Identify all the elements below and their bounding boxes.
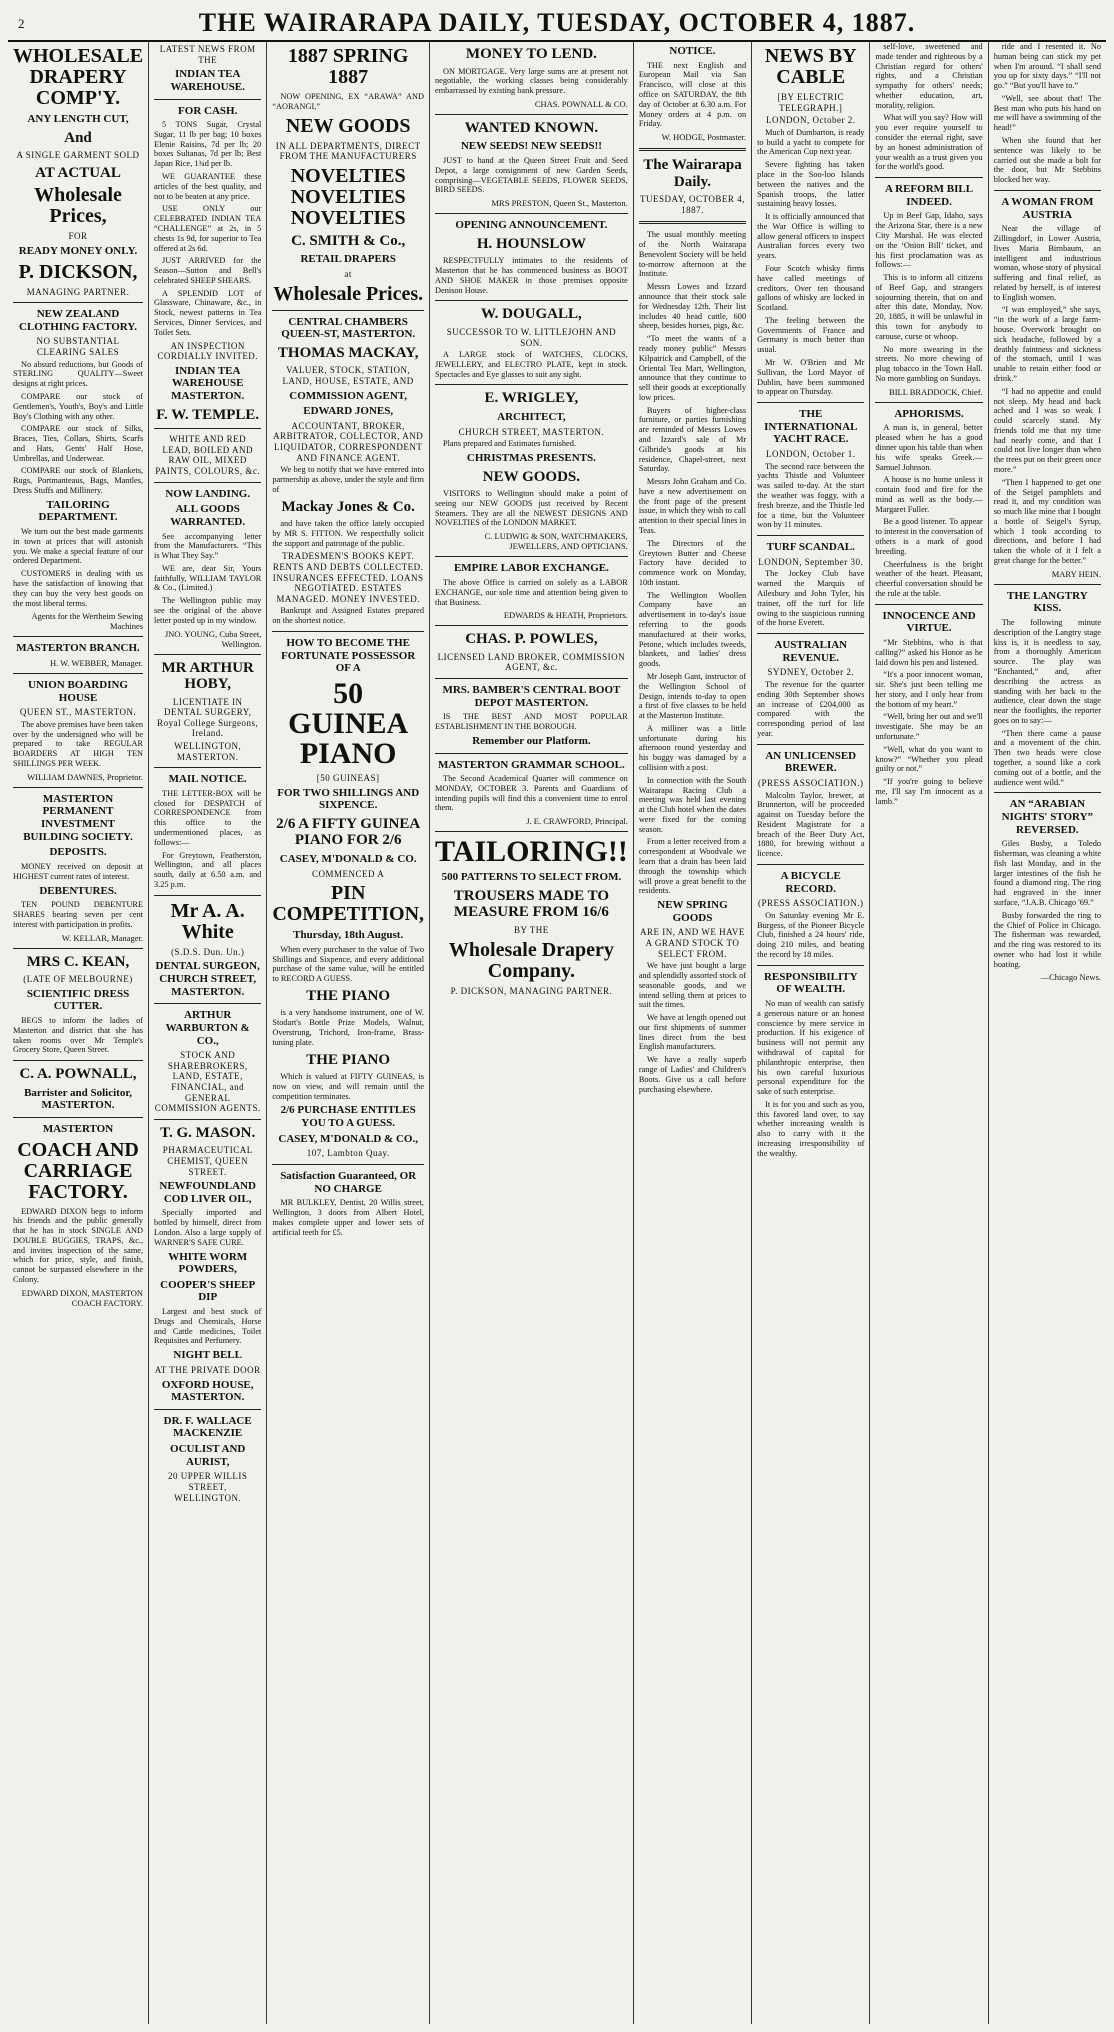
display-headline: TAILORING!! <box>435 835 628 869</box>
divider <box>272 631 424 632</box>
paragraph: Messrs John Graham and Co. have a new advertisement on the front page of the present issue, in which they wish to call attention to their special lines in Teas. <box>638 477 747 535</box>
paragraph: VISITORS to Wellington should make a point of seeing our NEW GOODS just received by Recent Steamers. They are all the NEWEST DESIGNS AND NOVELTIES of the LONDON MARKET. <box>435 489 628 528</box>
paragraph: Largest and best stock of Drugs and Chemicals, Horse and Cattle medicines, Toilet Requisites and Perfumery. <box>154 1307 262 1346</box>
paragraph: USE ONLY our CELEBRATED INDIAN TEA “CHALLENGE” at 2s, in 5 chests 1s 9d, for superior to Tea offered at 2s 6d. <box>154 204 262 253</box>
section-heading: Barrister and Solicitor, MASTERTON. <box>24 1086 132 1112</box>
paragraph: We have just bought a large and splendidly assorted stock of seasonable goods, and we intend selling them at prices to suit the times. <box>638 961 747 1010</box>
divider <box>994 190 1101 191</box>
headline: Wholesale Prices. <box>273 282 424 305</box>
signature-line: Agents for the Wertheim Sewing Machines <box>31 611 144 632</box>
paragraph: This is to inform all citizens of Beef Gap, and strangers sojourning therein, that on and after this date, Monday, Nov. 20, 1885, it will be unlawful in this town for anybody to carouse, curse or whoop. <box>875 273 983 341</box>
paragraph: We turn out the best made garments in town at prices that will astonish you. We make a special feature of our ordered Department. <box>13 527 144 566</box>
small-heading: LICENSED LAND BROKER, COMMISSION AGENT, &c. <box>437 651 626 673</box>
small-heading: VALUER, STOCK, STATION, LAND, HOUSE, ESTATE, AND <box>282 365 414 386</box>
divider <box>435 753 628 754</box>
small-heading: ARE IN, AND WE HAVE A GRAND STOCK TO SELECT FROM. <box>640 927 745 959</box>
paragraph: TEN POUND DEBENTURE SHARES bearing seven per cent interest with participation in profits. <box>13 900 144 929</box>
paragraph: The usual monthly meeting of the North Wairarapa Benevolent Society will be held to-morrow afternoon at the Institute. <box>638 230 747 279</box>
signature-line: MRS PRESTON, Queen St., Masterton. <box>491 198 628 209</box>
small-heading: (LATE OF MELBOURNE) <box>23 974 133 985</box>
headline: P. DICKSON, <box>18 260 138 283</box>
section-heading: MASTERTON BRANCH. <box>16 642 140 655</box>
divider <box>757 965 864 966</box>
headline: 1887 SPRING 1887 <box>287 45 409 88</box>
paragraph: No man of wealth can satisfy a generous nature or an honest conscience by mere service in production. If his exigence of business will not permit any withdrawal of capital for philanthropic enterprise, then his own careful luxurious personal expenditure for the sake of such enterprise. <box>757 999 865 1097</box>
paragraph: “Then there came a pause and a movement of the chin. Then two heads were close together, a sound like a cork coming out of a bottle, and the audience went wild.” <box>993 728 1101 787</box>
divider <box>154 1409 261 1410</box>
column-7 <box>870 42 988 2024</box>
paragraph: Near the village of Zillingdorf, in Lower Austria, lives Maria Birnbaum, an intelligent and industrious woman, whose story of physical suffering and final relief, as related by herself, is of interest to English women. <box>993 224 1101 302</box>
divider <box>13 1060 143 1061</box>
signature-line: J. E. CRAWFORD, Principal. <box>526 816 628 827</box>
paragraph: A LARGE stock of WATCHES, CLOCKS, JEWELLERY, and ELECTRO PLATE, kept in stock. Spectacles and Eye glasses to suit any sight. <box>435 350 628 379</box>
small-heading: (PRESS ASSOCIATION.) <box>757 898 864 909</box>
section-heading: CENTRAL CHAMBERS QUEEN-ST, MASTERTON. <box>281 315 416 341</box>
columns-container <box>8 42 1106 2024</box>
paragraph: “It's a poor innocent woman, sir. She's just been telling me her story, and I only hear from the bottom of my heart.” <box>875 670 983 709</box>
paragraph: COMPARE our stock of Silks, Braces, Ties, Collars, Shirts, Scarfs and Hats, Gents' Half Hose, Umbrellas, and Underwear. <box>13 424 144 463</box>
section-heading: RETAIL DRAPERS <box>300 253 396 266</box>
section-heading: RESPONSIBILITY OF WEALTH. <box>763 970 858 996</box>
small-heading: LICENTIATE IN DENTAL SURGERY, Royal College Surgeons, Ireland. <box>157 696 259 739</box>
subheadline: THOMAS MACKAY, <box>277 344 419 361</box>
section-heading: COOPER'S SHEEP DIP <box>160 1278 256 1304</box>
paragraph: “I had no appetite and could not sleep. My head and back ached and I was so weak I could scarcely stand. My friends told me that my time had nearly come, and that I could not live longer than when the trees put on their green once more.” <box>993 386 1101 474</box>
section-heading: MRS. BAMBER'S CENTRAL BOOT DEPOT MASTERTON. <box>442 684 621 709</box>
divider <box>639 221 746 224</box>
paragraph: “To meet the wants of a ready money public” Messrs Kilpatrick and Campbell, of the Oriental Tea Mart, Wellington, announce that they continue to sell their goods at exceptionally low prices. <box>638 334 747 402</box>
small-heading: 20 UPPER WILLIS STREET, WELLINGTON. <box>168 1471 248 1503</box>
masthead <box>8 6 1106 42</box>
section-heading: ANY LENGTH CUT, <box>27 113 129 125</box>
divider <box>875 402 982 403</box>
paragraph: The above Office is carried on solely as a LABOR EXCHANGE, our sole time and attention being given to that Business. <box>435 577 628 607</box>
signature-line: H. W. WEBBER, Manager. <box>49 657 144 668</box>
section-heading: AN UNLICENSED BREWER. <box>765 749 857 775</box>
paragraph: A house is no home unless it contain food and fire for the mind as well as the body.—Margaret Fuller. <box>875 475 983 514</box>
paragraph: Plans prepared and Estimates furnished. <box>443 439 576 449</box>
subheadline: MRS C. KEAN, <box>26 953 130 970</box>
column-5 <box>634 42 752 2024</box>
paragraph: Busby forwarded the ring to the Chief of Police in Chicago. The fisherman was rewarded, and the ring was restored to its owner who had lost it while boating. <box>993 910 1101 969</box>
divider <box>435 213 628 214</box>
paragraph: Malcolm Taylor, brewer, at Brunnerton, will be proceeded against on Tuesday before the Resident Magistrate for a breach of the Beer Duty Act, 1880, for brewing without a licence. <box>757 790 865 859</box>
paragraph: We beg to notify that we have entered into partnership as above, under the style and firm of <box>272 465 425 494</box>
paragraph: No more swearing in the streets. No more chewing of plug tobacco in the Town Hall. No more gambling on Sundays. <box>875 344 983 383</box>
subheadline: THE PIANO <box>306 1051 391 1068</box>
divider <box>154 1119 261 1120</box>
paragraph: NOW OPENING, EX “ARAWA” AND “AORANGI,” <box>272 92 425 111</box>
divider <box>13 1117 143 1118</box>
section-heading: WHITE WORM POWDERS, <box>168 1250 248 1276</box>
section-heading: EDWARD JONES, <box>303 405 394 418</box>
small-heading: WHITE AND RED LEAD, BOILED AND RAW OIL, MIXED PAINTS, COLOURS, &c. <box>155 434 261 477</box>
signature-line: BILL BRADDOCK, Chief. <box>889 386 983 397</box>
subheadline: The Wairarapa Daily. <box>643 157 742 190</box>
divider <box>154 1003 261 1004</box>
headline: PIN COMPETITION, <box>272 882 425 926</box>
paragraph: Four Scotch whisky firms have called meetings of creditors. Over ten thousand gallons of whisky are locked in Scotland. <box>757 263 865 313</box>
column-8 <box>989 42 1106 2024</box>
paragraph: “Mr Stebbins, who is that calling?” asked his Honor as he laid down his pen and listened. <box>875 637 983 667</box>
section-heading: INDIAN TEA WAREHOUSE. <box>170 68 245 93</box>
section-heading: NEW SEEDS! NEW SEEDS!! <box>460 140 602 153</box>
subheadline: W. DOUGALL, <box>481 306 582 323</box>
section-heading: NOW LANDING. <box>165 487 251 500</box>
small-heading: at <box>344 268 352 279</box>
section-heading: DEBENTURES. <box>39 884 117 897</box>
small-heading: LONDON, October 2. <box>766 115 856 126</box>
small-heading: FOR <box>68 231 88 242</box>
section-heading: SCIENTIFIC DRESS CUTTER. <box>26 987 130 1013</box>
signature-line: C. LUDWIG & SON, WATCHMAKERS, JEWELLERS, AND OPTICIANS. <box>484 531 628 552</box>
divider <box>13 302 143 303</box>
section-heading: NOTICE. <box>669 45 716 57</box>
small-heading: COMMENCED A <box>312 868 385 879</box>
small-heading: MANAGING PARTNER. <box>26 286 130 297</box>
section-heading: NEWFOUNDLAND COD LIVER OIL, <box>159 1180 256 1205</box>
divider <box>757 864 864 865</box>
signature-line: WILLIAM DAWNES, Proprietor. <box>27 771 144 782</box>
paragraph: The Directors of the Greytown Butter and Cheese Factory have decided to commence work on Monday, 10th instant. <box>638 538 747 587</box>
divider <box>639 148 746 151</box>
section-heading: FOR TWO SHILLINGS AND SIXPENCE. <box>277 786 420 812</box>
paragraph: Which is valued at FIFTY GUINEAS, is now on view, and will remain until the competition terminates. <box>272 1072 425 1101</box>
paragraph: From a letter received from a correspondent at Woodvale we learn that a drain has been laid through the township which will prove a great benefit to the residents. <box>638 837 747 896</box>
small-heading: ACCOUNTANT, BROKER, ARBITRATOR, COLLECTOR, AND LIQUIDATOR, CORRESPONDENT AND FINANCE AGENT. <box>273 420 424 463</box>
section-heading: UNION BOARDING HOUSE <box>28 678 128 704</box>
section-heading: Satisfaction Guaranteed, OR NO CHARGE <box>280 1169 417 1195</box>
section-heading: READY MONEY ONLY. <box>18 244 138 257</box>
section-heading: CASEY, M'DONALD & CO., <box>278 1132 418 1145</box>
paragraph: The following minute description of the Langtry stage kiss is, it is needless to say, from a thoroughly American source. The play was “Enchanted,” and, after describing the actress as standing with her back to the audience, clear down the stage near the footlights, the reporter goes on to say:— <box>993 618 1101 725</box>
section-heading: 2/6 PURCHASE ENTITLES YOU TO A GUESS. <box>280 1104 416 1129</box>
paragraph: COMPARE our stock of Blankets, Rugs, Portmanteaus, Bags, Mantles, Dress Stuffs and Millinery. <box>13 466 144 495</box>
paragraph: The Wellington public may see the original of the above letter posted up in my window. <box>154 596 262 625</box>
paragraph: MONEY received on deposit at HIGHEST current rates of interest. <box>13 862 144 881</box>
section-heading: MASTERTON PERMANENT INVESTMENT BUILDING SOCIETY. <box>23 792 133 843</box>
small-heading: P. DICKSON, MANAGING PARTNER. <box>450 985 613 996</box>
paragraph: EDWARD DIXON begs to inform his friends and the public generally that he has in stock SINGLE AND DOUBLE BUGGIES, TRAPS, &c., and invites inspection of the same, which for price, style, and finish, cannot be surpassed elsewhere in the Colony. <box>13 1206 144 1284</box>
section-heading: OCULIST AND AURIST, <box>170 1443 246 1468</box>
divider <box>757 402 864 403</box>
divider <box>13 673 143 674</box>
section-heading: FOR CASH. <box>178 104 238 117</box>
divider <box>875 177 982 178</box>
paragraph: “Well, bring her out and we'll investigate. She may be an unfortunate.” <box>875 712 983 741</box>
small-heading: STOCK AND SHAREBROKERS, LAND, ESTATE, FINANCIAL, and GENERAL COMMISSION AGENTS. <box>154 1050 261 1114</box>
paragraph: WE are, dear Sir, Yours faithfully, WILLIAM TAYLOR & Co., (Limited.) <box>154 563 262 593</box>
small-heading: TRADESMEN'S BOOKS KEPT. RENTS AND DEBTS COLLECTED. INSURANCES EFFECTED. LOANS NEGOTIATED. ESTATES MANAGED. MONEY INVESTED. <box>272 551 424 604</box>
paragraph: Up in Beef Gap, Idaho, says the Arizona Star, there is a new City Marshal. He was elected on the ‘Onion Bill’ ticket, and his first proclamation was as follows:— <box>875 211 983 270</box>
subheadline: C. SMITH & Co., <box>291 232 406 249</box>
divider <box>154 99 261 100</box>
small-heading: CHURCH STREET, MASTERTON. <box>458 426 605 437</box>
page-number: 2 <box>18 16 25 31</box>
paragraph: The revenue for the quarter ending 30th September shows an increase of £204,000 as compared with the corresponding period of last year. <box>757 679 865 738</box>
subheadline: CHAS. P. POWLES, <box>465 631 598 648</box>
divider <box>154 654 261 655</box>
section-heading: CHRISTMAS PRESENTS. <box>466 452 596 464</box>
divider <box>435 678 628 679</box>
subheadline: F. W. TEMPLE. <box>156 406 260 423</box>
paragraph: We have at length opened out our first shipments of summer lines direct from the best English manufacturers. <box>638 1013 747 1052</box>
small-heading: AN INSPECTION CORDIALLY INVITED. <box>157 340 259 362</box>
paragraph: The above premises have been taken over by the undersigned who will be prepared to take REGULAR BOARDERS AT HIGH TEN SHILLINGS PER WEEK. <box>13 719 144 768</box>
subheadline: MONEY TO LEND. <box>465 46 597 62</box>
subheadline: TROUSERS MADE TO MEASURE FROM 16/6 <box>453 887 610 921</box>
paragraph: It is officially announced that the War Office is willing to allow general officers to inspect Australian forces every two years. <box>757 212 865 261</box>
headline: Mr A. A. White <box>170 899 245 943</box>
small-heading: PHARMACEUTICAL CHEMIST, QUEEN STREET. <box>162 1145 253 1177</box>
small-heading: SYDNEY, October 2. <box>767 667 855 678</box>
subheadline: THE PIANO <box>306 987 391 1004</box>
divider <box>435 114 628 115</box>
paragraph: is a very handsome instrument, one of W. Stodart's Bottle Prize Models, Walnut, Overstrung, Trichord, Iron-frame, Brass-tuning plate. <box>272 1008 425 1047</box>
paragraph: IS THE BEST AND MOST POPULAR ESTABLISHMENT IN THE BOROUGH. <box>435 712 628 732</box>
paragraph: Cheerfulness is the bright weather of the heart. Pleasant, cheerful conversation should be the rule at the table. <box>875 559 983 598</box>
paragraph: JUST ARRIVED for the Season—Sutton and Bell's celebrated SHEEP SHEARS. <box>154 256 262 285</box>
section-heading: AN “ARABIAN NIGHTS' STORY” REVERSED. <box>1001 798 1094 836</box>
paragraph: The second race between the yachts Thistle and Volunteer was sailed to-day. At the start the weather was foggy, with a fresh breeze, and the Thistle led for a time, but the Volunteer won by 11 minutes. <box>757 461 865 530</box>
divider <box>272 310 424 311</box>
paragraph: For Greytown, Featherston, Wellington, and all places south, daily at 6.50 a.m. and 3.25 p.m. <box>154 850 262 889</box>
paragraph: BEGS to inform the ladies of Masterton and district that she has taken rooms over Mr Temple's Grocery Store, Queen Street. <box>13 1015 144 1055</box>
section-heading: HOW TO BECOME THE FORTUNATE POSSESSOR OF A <box>281 637 416 675</box>
headline: NEWS BY CABLE <box>764 45 857 88</box>
paragraph: “If you're going to believe me, I'll say I'm innocent as a lamb.” <box>875 777 983 806</box>
section-heading: 500 PATTERNS TO SELECT FROM. <box>441 871 622 884</box>
paragraph: CUSTOMERS in dealing with us have the satisfaction of knowing that they can buy the very best goods on the most liberal terms. <box>13 569 144 608</box>
subheadline: Mackay Jones & Co. <box>281 498 415 515</box>
divider <box>13 948 143 949</box>
small-heading: WELLINGTON, MASTERTON. <box>174 741 242 762</box>
paragraph: “Then I happened to get one of the Seigel pamphlets and read it, and my condition was so much like mine that I bought a bottle of Seigel's Syrup, which I took according to directions, and before I had taken the whole of it I felt a great change for the better.” <box>993 477 1101 565</box>
section-heading: AUSTRALIAN REVENUE. <box>774 639 848 664</box>
signature-line: MARY HEIN. <box>1051 568 1101 579</box>
section-heading: MASTERTON GRAMMAR SCHOOL. <box>438 758 625 771</box>
paragraph: The Jockey Club have warned the Marquis of Ailesbury and John Tyler, his trainer, off the turf for life owing to the suspicious running of the horse Everett. <box>757 569 865 628</box>
paragraph: Much of Dumbarton, is ready to build a yacht to compete for the American Cup next year. <box>757 127 865 157</box>
subheadline: And <box>64 129 92 146</box>
paragraph: MR BULKLEY, Dentist, 20 Willis street, Wellington, 3 doors from Albert Hotel, makes complete upper and lower sets of artificial teeth for £5. <box>272 1198 425 1237</box>
paragraph: JUST to hand at the Queen Street Fruit and Seed Depot, a large consignment of new Garden Seeds, comprising—VEGETABLE SEEDS, FLOWER SEEDS, BIRD SEEDS. <box>435 156 628 195</box>
column-1 <box>8 42 149 2024</box>
paragraph: The Second Academical Quarter will commence on MONDAY, OCTOBER 3. Parents and Guardians of intending pupils will find this a convenient time to enrol them. <box>435 774 628 813</box>
paragraph: We have a really superb range of Ladies' and Children's Boots. Give us a call before purchasing elsewhere. <box>638 1055 747 1094</box>
divider <box>154 767 261 768</box>
small-heading: [BY ELECTRIC TELEGRAPH.] <box>777 92 844 113</box>
paragraph: On Saturday evening Mr E. Burgess, of the Pioneer Bicycle Club, finished a 24 hours' ride, doing 210 miles, and beating the record by 18 miles. <box>757 910 865 960</box>
paragraph: ride and I resented it. No human being can stick my pet when I'm around. “I shall send you up for sixty days.” “I'll not go.” “But you'll have to.” <box>993 42 1101 91</box>
section-heading: MASTERTON <box>42 1122 114 1135</box>
paragraph: What will you say? How will you ever require yourself to consider the eternal right, save by an honest administration of your wealth as a trust given you for the world's good. <box>875 113 983 172</box>
small-heading: (S.D.S. Dun. Un.) <box>171 946 245 957</box>
paragraph: THE LETTER-BOX will be closed for DESPATCH of CORRESPONDENCE from this office to the undermentioned places, as follows:— <box>154 788 262 847</box>
subheadline: NEW GOODS. <box>482 468 581 485</box>
divider <box>13 787 143 788</box>
display-headline: 50 GUINEA PIANO <box>288 676 409 770</box>
small-heading: (PRESS ASSOCIATION.) <box>757 777 864 788</box>
paragraph: See accompanying letter from the Manufacturers. “This is What They Say.” <box>154 531 262 561</box>
headline: Wholesale Prices, <box>34 184 122 228</box>
small-heading: 107, Lambton Quay. <box>306 1148 390 1159</box>
signature-line: EDWARD DIXON, MASTERTON COACH FACTORY. <box>21 1287 144 1308</box>
paragraph: Specially imported and bottled by himself, direct from London. Also a large supply of WARNER'S SAFE CURE. <box>154 1208 262 1247</box>
divider <box>13 636 143 637</box>
section-heading: DEPOSITS. <box>49 846 107 859</box>
subheadline: WANTED KNOWN. <box>464 119 599 136</box>
headline: Wholesale Drapery Company. <box>448 938 614 982</box>
section-heading: OXFORD HOUSE, MASTERTON. <box>161 1378 254 1404</box>
small-heading: LONDON, September 30. <box>758 556 864 567</box>
paragraph: Messrs Lowes and Izzard announce that their stock sale for Wednesday 12th. Their list includes 40 head cattle, 600 sheep, besides horses, pigs, &c. <box>638 282 747 331</box>
section-heading: THE INTERNATIONAL YACHT RACE. <box>764 408 858 446</box>
paragraph: In connection with the South Wairarapa Racing Club a meeting was held last evening at the Club hotel when the dates were fixed for the coming season. <box>638 775 747 834</box>
headline: NEW GOODS <box>285 114 411 137</box>
paragraph: The feeling between the Governments of France and Germany is much better than usual. <box>757 315 865 355</box>
section-heading: DENTAL SURGEON, CHURCH STREET, MASTERTON. <box>155 960 260 998</box>
subheadline: AT ACTUAL <box>35 164 121 181</box>
section-heading: NIGHT BELL <box>173 1349 242 1362</box>
paragraph: “Well, what do you want to know?” “Whether you plead guilty or not.” <box>875 744 983 774</box>
subheadline: 2/6 A FIFTY GUINEA PIANO FOR 2/6 <box>276 815 421 849</box>
paragraph: No absurd reductions, but Goods of STERLING QUALITY—Sweet designs at right prices. <box>13 359 144 389</box>
divider <box>994 584 1101 585</box>
small-heading: NO SUBSTANTIAL CLEARING SALES <box>36 336 120 357</box>
section-heading: EMPIRE LABOR EXCHANGE. <box>453 562 609 575</box>
section-heading: DR. F. WALLACE MACKENZIE <box>163 1414 252 1440</box>
newspaper-title: THE WAIRARAPA DAILY, TUESDAY, OCTOBER 4, 1887. <box>198 8 916 37</box>
paragraph: 5 TONS Sugar, Crystal Sugar, 11 lb per bag; 10 boxes Elenie Raisins, 7d per lb; 20 boxes Sultanas, 7d per lb; Best Japan Rice, 1¾d per lb. <box>154 120 262 169</box>
headline: WHOLESALE DRAPERY COMP'Y. <box>13 45 144 109</box>
section-heading: CASEY, M'DONALD & CO. <box>279 852 417 865</box>
section-heading: OPENING ANNOUNCEMENT. <box>455 219 608 232</box>
column-6 <box>752 42 870 2024</box>
paragraph: Buyers of higher-class furniture, or parties furnishing are reminded of Messrs Lowes and Izzard's sale of Mr Gilbride's goods at his residence, Chapel-street, next Saturday. <box>638 405 747 474</box>
subheadline: MR ARTHUR HOBY, <box>161 659 254 693</box>
divider <box>272 1164 424 1165</box>
small-heading: QUEEN ST., MASTERTON. <box>19 707 137 718</box>
paragraph: When every purchaser to the value of Two Shillings and Sixpence, and every additional purchase of the same value, will be entitled to RECORD A GUESS. <box>272 944 425 984</box>
divider <box>154 895 261 896</box>
section-heading: NEW SPRING GOODS <box>657 899 728 924</box>
signature-line: W. KELLAR, Manager. <box>61 932 144 943</box>
divider <box>757 744 864 745</box>
headline: COACH AND CARRIAGE FACTORY. <box>17 1138 139 1203</box>
column-3 <box>267 42 430 2024</box>
divider <box>757 633 864 634</box>
paragraph: When she found that her sentence was likely to be carried out she made a bolt for the door, but Mr Stebbins blocked her way. <box>993 136 1101 185</box>
section-heading: INDIAN TEA WAREHOUSE MASTERTON. <box>171 364 245 403</box>
signature-line: —Chicago News. <box>1040 972 1101 983</box>
section-heading: TAILORING DEPARTMENT. <box>38 498 118 524</box>
section-heading: ALL GOODS WARRANTED. <box>170 503 246 528</box>
divider <box>994 792 1101 793</box>
divider <box>435 831 628 832</box>
divider <box>757 535 864 536</box>
divider <box>875 604 982 605</box>
small-heading: [50 GUINEAS] <box>316 772 380 783</box>
paragraph: ON MORTGAGE. Very large sums are at present not negotiable, the working classes being considerably embarrassed by existing bank pressure. <box>435 66 628 96</box>
paragraph: self-love, sweetened and made tender and righteous by a Christian regard for others' rights, and a Christian sympathy for others' needs; whether education, art, morality, religion. <box>875 42 983 110</box>
section-heading: A WOMAN FROM AUSTRIA <box>1001 195 1094 221</box>
signature-line: CHAS. POWNALL & CO. <box>534 98 628 109</box>
small-heading: LONDON, October 1. <box>766 449 856 460</box>
paragraph: Mr W. O'Brien and Mr Sullivan, the Lord Mayor of Dublin, have been summoned to appear on Thursday. <box>757 358 865 397</box>
divider <box>435 625 628 626</box>
section-heading: A REFORM BILL INDEED. <box>885 183 974 208</box>
paragraph: and have taken the office lately occupied by MR S. FITTON. We respectfully solicit the support and patronage of the public. <box>272 519 425 548</box>
divider <box>435 300 628 301</box>
divider <box>154 482 261 483</box>
paragraph: Mr Joseph Gant, instructor of the Wellington School of Design, intends to-day to open a first of five classes to be held at the Masterton Institute. <box>638 671 747 721</box>
signature-line: EDWARDS & HEATH, Proprietors. <box>503 610 628 621</box>
subheadline: E. WRIGLEY, <box>484 390 579 407</box>
subheadline: H. HOUNSLOW <box>476 235 586 252</box>
column-2 <box>149 42 267 2024</box>
paragraph: It is for you and such as you, this favored land over, to say whether increasing wealth is also to carry with it the increasing irresponsibility of the wealthy. <box>757 1099 865 1158</box>
paragraph: Giles Busby, a Toledo fisherman, was cleaning a white fish last Monday, and in the larger intestines of the fish he found a diamond ring. The ring had engraved in the inner surface, “J.A.B. Chicago '69.” <box>993 839 1101 907</box>
paragraph: RESPECTFULLY intimates to the residents of Masterton that he has commenced business as BOOT AND SHOE MAKER in those premises opposite Denison House. <box>435 256 628 295</box>
small-heading: A SINGLE GARMENT SOLD <box>16 150 140 161</box>
small-heading: LATEST NEWS FROM THE <box>159 44 256 65</box>
section-heading: NEW ZEALAND CLOTHING FACTORY. <box>19 308 138 333</box>
paragraph: A milliner was a little unfortunate during his afternoon round yesterday and his buggy was damaged by a collision with a post. <box>638 723 747 772</box>
paragraph: Be a good listener. To appear to interest in the conversation of others is a mark of good breeding. <box>875 517 983 556</box>
section-heading: INNOCENCE AND VIRTUE. <box>882 609 976 635</box>
column-4 <box>430 42 634 2024</box>
small-heading: BY THE <box>514 924 549 935</box>
subheadline: C. A. POWNALL, <box>19 1066 137 1083</box>
small-heading: IN ALL DEPARTMENTS, DIRECT FROM THE MANUFACTURERS <box>275 140 421 162</box>
paragraph: A SPLENDID LOT of Glassware, Chinaware, &c., in Stock, newest patterns in Tea Services, Dinner Services, and Toilet Sets. <box>154 288 262 337</box>
paragraph: The Wellington Woollen Company have an advertisement in to-day's issue referring to the goods manufactured at their works, Petone, which includes tweeds, blankets, and ladies' dress goods. <box>638 590 747 669</box>
section-heading: A BICYCLE RECORD. <box>780 870 841 895</box>
paragraph: A man is, in general, better pleased when he has a good dinner upon his table than when his wife speaks Greek.—Samuel Johnson. <box>875 423 983 472</box>
section-heading: Thursday, 18th August. <box>293 929 404 942</box>
section-heading: ARTHUR WARBURTON & CO., <box>165 1009 250 1047</box>
paragraph: Severe fighting has taken place in the Soo-loo Islands between the natives and the Spanish troops, the latter sustaining heavy losses. <box>757 160 865 209</box>
paragraph: COMPARE our stock of Gentlemen's, Youth's, Boy's and Little Boy's Clothing with any other. <box>13 391 144 421</box>
section-heading: MAIL NOTICE. <box>168 773 247 786</box>
section-heading: ARCHITECT, <box>497 410 566 423</box>
paragraph: “I was employed,” she says, “in the work of a large farm-house. Overwork brought on sick headache, followed by a deathly faintness and sickness of the stomach, until I was unable to retain either food or drink.” <box>993 305 1101 383</box>
signature-line: W. HODGE, Postmaster. <box>661 132 747 143</box>
divider <box>435 384 628 385</box>
section-heading: COMMISSION AGENT, <box>289 389 408 402</box>
section-heading: TURF SCANDAL. <box>766 541 855 554</box>
section-heading: THE LANGTRY KISS. <box>1007 589 1088 615</box>
paragraph: THE next English and European Mail via San Francisco, will close at this office on SATURDAY, the 8th day of October at 6.30 a.m. For Money orders at 4 p.m. on Friday. <box>638 60 747 129</box>
subheadline: T. G. MASON. <box>160 1124 256 1141</box>
small-heading: AT THE PRIVATE DOOR <box>154 1364 261 1375</box>
signature-line: JNO. YOUNG, Cuba Street, Wellington. <box>164 628 262 649</box>
divider <box>435 556 628 557</box>
headline: NOVELTIES NOVELTIES NOVELTIES <box>290 164 406 229</box>
small-heading: TUESDAY, OCTOBER 4, 1887. <box>640 194 745 215</box>
paragraph: Bankrupt and Assigned Estates prepared on the shortest notice. <box>272 606 425 626</box>
section-heading: APHORISMS. <box>894 407 964 420</box>
divider <box>154 428 261 429</box>
section-heading: Remember our Platform. <box>472 734 591 747</box>
paragraph: “Well, see about that! The Best man who puts his hand on me will have a swimming of the head!” <box>993 93 1101 133</box>
paragraph: WE GUARANTEE these articles of the best quality, and not to be beaten at any price. <box>154 172 262 201</box>
small-heading: SUCCESSOR TO W. LITTLEJOHN AND SON. <box>446 326 617 348</box>
